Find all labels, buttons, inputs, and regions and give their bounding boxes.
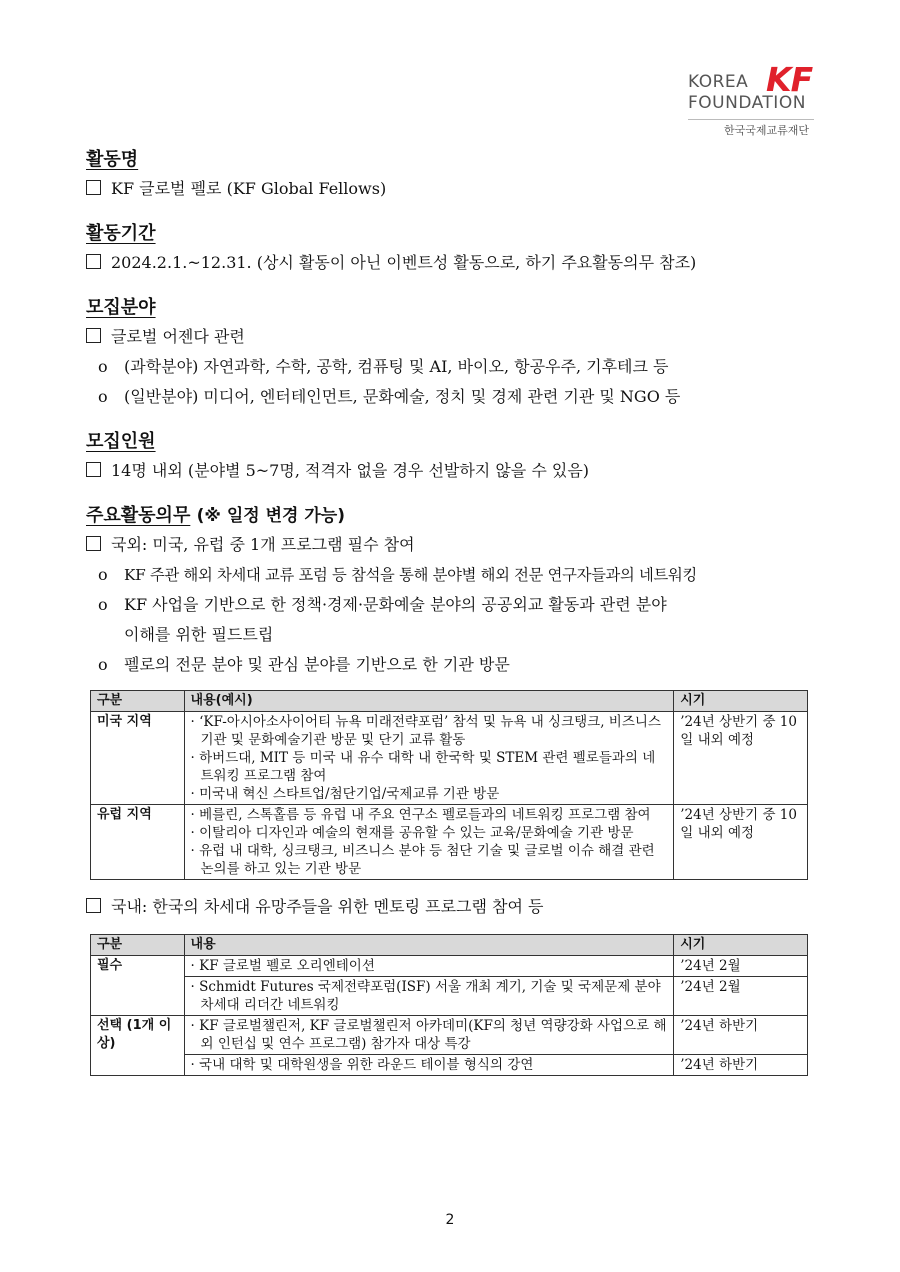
section-title-recruit: 모집인원 xyxy=(86,431,156,452)
circle-bullet-icon: o xyxy=(98,595,108,614)
content-cell: · KF 글로벌챌린저, KF 글로벌챌린저 아카데미(KF의 청년 역량강화 사업으로 해외 인턴십 및 연수 프로그램) 참가자 대상 특강 xyxy=(184,1016,674,1055)
field-bullet: o (일반분야) 미디어, 엔터테인먼트, 문화예술, 정치 및 경제 관련 기관 및 NGO 등 xyxy=(86,382,816,412)
circle-bullet-icon: o xyxy=(98,357,108,376)
recruit-line: 14명 내외 (분야별 5~7명, 적격자 없을 경우 선발하지 않을 수 있음) xyxy=(86,456,816,486)
duties-bullet: o KF 주관 해외 차세대 교류 포럼 등 참석을 통해 분야별 해외 전문 연구자들과의 네트워킹 xyxy=(86,560,816,590)
circle-bullet-icon: o xyxy=(98,387,108,406)
timing-cell: ’24년 하반기 xyxy=(674,1055,808,1076)
section-title-period: 활동기간 xyxy=(86,223,156,244)
table-header-row xyxy=(91,935,808,956)
timing-cell: ’24년 상반기 중 10일 내외 예정 xyxy=(674,712,808,805)
field-bullet: o (과학분야) 자연과학, 수학, 공학, 컴퓨팅 및 AI, 바이오, 항공우주, 기후테크 등 xyxy=(86,352,816,382)
table-row xyxy=(91,956,808,977)
activity-name-line: KF 글로벌 펠로 (KF Global Fellows) xyxy=(86,174,816,204)
circle-bullet-icon: o xyxy=(98,655,108,674)
logo-korea-text: KOREA xyxy=(688,72,749,92)
duties-bullet: o 펠로의 전문 분야 및 관심 분야를 기반으로 한 기관 방문 xyxy=(86,650,816,680)
table-row xyxy=(91,805,808,880)
section-title-duties: 주요활동의무 (※ 일정 변경 가능) xyxy=(86,505,345,526)
list-item: · 이탈리아 디자인과 예술의 현재를 공유할 수 있는 교육/문화예술 기관 방문 xyxy=(191,824,668,842)
list-item: · 미국내 혁신 스타트업/첨단기업/국제교류 기관 방문 xyxy=(191,785,668,803)
period-line: 2024.2.1.~12.31. (상시 활동이 아닌 이벤트성 활동으로, 하기 주요활동의무 참조) xyxy=(86,248,816,278)
duties-bullet-continuation: 이해를 위한 필드트립 xyxy=(124,625,274,644)
logo-foundation-text: FOUNDATION xyxy=(688,93,806,113)
domestic-program-table xyxy=(90,934,808,1076)
table-header: 내용 xyxy=(184,935,674,956)
checkbox-square-icon xyxy=(86,254,101,269)
logo-korean-name: 한국국제교류재단 xyxy=(724,124,810,137)
overseas-program-table xyxy=(90,690,808,880)
section-title-field: 모집분야 xyxy=(86,297,156,318)
content-cell xyxy=(184,805,674,880)
table-header: 시기 xyxy=(674,935,808,956)
document-body xyxy=(86,146,816,1076)
content-cell: · 국내 대학 및 대학원생을 위한 라운드 테이블 형식의 강연 xyxy=(184,1055,674,1076)
table-header: 시기 xyxy=(674,691,808,712)
checkbox-square-icon xyxy=(86,180,101,195)
overseas-line: 국외: 미국, 유럽 중 1개 프로그램 필수 참여 xyxy=(86,530,816,560)
korea-foundation-logo xyxy=(686,60,816,137)
checkbox-square-icon xyxy=(86,328,101,343)
category-cell: 필수 xyxy=(91,956,185,1016)
section-title-activity-name: 활동명 xyxy=(86,149,139,170)
list-item: · ‘KF-아시아소사이어티 뉴욕 미래전략포럼’ 참석 및 뉴욕 내 싱크탱크, 비즈니스 기관 및 문화예술기관 방문 및 단기 교류 활동 xyxy=(191,713,668,749)
table-row xyxy=(91,977,808,1016)
table-header: 구분 xyxy=(91,691,185,712)
checkbox-square-icon xyxy=(86,536,101,551)
list-item: · 하버드대, MIT 등 미국 내 유수 대학 내 한국학 및 STEM 관련 펠로들과의 네트워킹 프로그램 참여 xyxy=(191,749,668,785)
content-cell xyxy=(184,712,674,805)
list-item: · 유럽 내 대학, 싱크탱크, 비즈니스 분야 등 첨단 기술 및 글로벌 이슈 해결 관련 논의를 하고 있는 기관 방문 xyxy=(191,842,668,878)
table-row xyxy=(91,712,808,805)
timing-cell: ’24년 상반기 중 10일 내외 예정 xyxy=(674,805,808,880)
field-line: 글로벌 어젠다 관련 xyxy=(86,322,816,352)
logo-divider xyxy=(688,119,814,120)
logo-kf-mark: KF xyxy=(766,60,813,99)
table-header: 내용(예시) xyxy=(184,691,674,712)
checkbox-square-icon xyxy=(86,898,101,913)
page-number: 2 xyxy=(445,1212,455,1228)
duties-bullet: o KF 사업을 기반으로 한 정책·경제·문화예술 분야의 공공외교 활동과 관련 분야 xyxy=(86,590,816,620)
table-header: 구분 xyxy=(91,935,185,956)
table-row xyxy=(91,1016,808,1055)
checkbox-square-icon xyxy=(86,462,101,477)
table-header-row xyxy=(91,691,808,712)
domestic-line: 국내: 한국의 차세대 유망주들을 위한 멘토링 프로그램 참여 등 xyxy=(86,892,816,922)
region-cell: 유럽 지역 xyxy=(91,805,185,880)
region-cell: 미국 지역 xyxy=(91,712,185,805)
timing-cell: ’24년 2월 xyxy=(674,956,808,977)
category-cell: 선택 (1개 이상) xyxy=(91,1016,185,1076)
circle-bullet-icon: o xyxy=(98,565,108,584)
timing-cell: ’24년 하반기 xyxy=(674,1016,808,1055)
list-item: · 베를린, 스톡홀름 등 유럽 내 주요 연구소 펠로들과의 네트워킹 프로그램 참여 xyxy=(191,806,668,824)
timing-cell: ’24년 2월 xyxy=(674,977,808,1016)
content-cell: · Schmidt Futures 국제전략포럼(ISF) 서울 개최 계기, 기술 및 국제문제 분야 차세대 리더간 네트워킹 xyxy=(184,977,674,1016)
table-row xyxy=(91,1055,808,1076)
content-cell: · KF 글로벌 펠로 오리엔테이션 xyxy=(184,956,674,977)
